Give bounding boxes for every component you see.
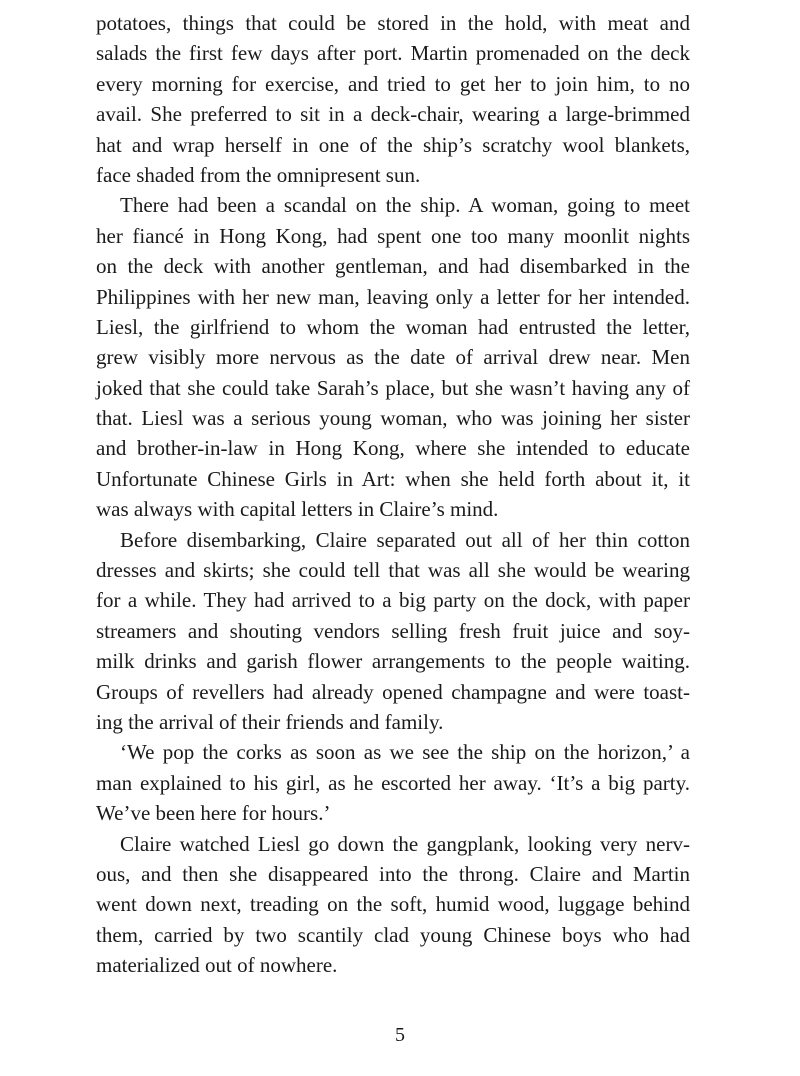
text-line: Claire watched Liesl go down the gangplank, looking very nerv- — [120, 831, 690, 856]
text-line: hat and wrap herself in one of the ship’s scratchy wool blankets, — [96, 132, 690, 157]
text-line: them, carried by two scantily clad young Chinese boys who had — [96, 922, 690, 947]
text-line: avail. She preferred to sit in a deck-chair, wearing a large-brimmed — [96, 102, 690, 127]
page-number: 5 — [395, 1024, 405, 1046]
paragraph — [96, 829, 690, 981]
text-line: salads the first few days after port. Martin promenaded on the deck — [96, 41, 690, 66]
paragraph — [96, 525, 690, 738]
text-line: Before disembarking, Claire separated out all of her thin cotton — [120, 527, 690, 552]
text-line: on the deck with another gentleman, and had disembarked in the — [96, 254, 690, 279]
text-line: ‘We pop the corks as soon as we see the ship on the horizon,’ a — [120, 740, 690, 765]
paragraph — [96, 190, 690, 524]
text-line: streamers and shouting vendors selling fresh fruit juice and soy- — [96, 618, 690, 643]
text-line: Groups of revellers had already opened champagne and were toast- — [96, 679, 690, 704]
text-line: dresses and skirts; she could tell that was all she would be wearing — [96, 558, 690, 583]
body-text — [96, 8, 690, 981]
paragraph — [96, 737, 690, 828]
text-line: materialized out of nowhere. — [96, 953, 338, 978]
text-line: that. Liesl was a serious young woman, who was joining her sister — [96, 406, 690, 431]
text-line: Philippines with her new man, leaving only a letter for her intended. — [96, 284, 690, 309]
text-line: There had been a scandal on the ship. A woman, going to meet — [120, 193, 690, 218]
text-line: milk drinks and garish flower arrangements to the people waiting. — [96, 649, 690, 674]
text-line: ing the arrival of their friends and family. — [96, 709, 444, 734]
text-line: for a while. They had arrived to a big party on the dock, with paper — [96, 588, 690, 613]
text-line: went down next, treading on the soft, humid wood, luggage behind — [96, 892, 690, 917]
text-line: and brother-in-law in Hong Kong, where she intended to educate — [96, 436, 690, 461]
text-line: was always with capital letters in Claire’s mind. — [96, 497, 499, 522]
text-line: grew visibly more nervous as the date of arrival drew near. Men — [96, 345, 690, 370]
text-line: Liesl, the girlfriend to whom the woman had entrusted the letter, — [96, 314, 690, 339]
text-line: face shaded from the omnipresent sun. — [96, 162, 421, 187]
text-line: We’ve been here for hours.’ — [96, 801, 331, 826]
text-line: joked that she could take Sarah’s place, but she wasn’t having any of — [96, 375, 690, 400]
text-line: potatoes, things that could be stored in the hold, with meat and — [96, 11, 690, 35]
text-line: man explained to his girl, as he escorted her away. ‘It’s a big party. — [96, 770, 690, 795]
text-line: Unfortunate Chinese Girls in Art: when she held forth about it, it — [96, 466, 690, 491]
text-line: ous, and then she disappeared into the throng. Claire and Martin — [96, 861, 690, 886]
text-line: every morning for exercise, and tried to get her to join him, to no — [96, 71, 690, 96]
paragraph — [96, 8, 690, 190]
text-line: her fiancé in Hong Kong, had spent one too many moonlit nights — [96, 223, 690, 248]
